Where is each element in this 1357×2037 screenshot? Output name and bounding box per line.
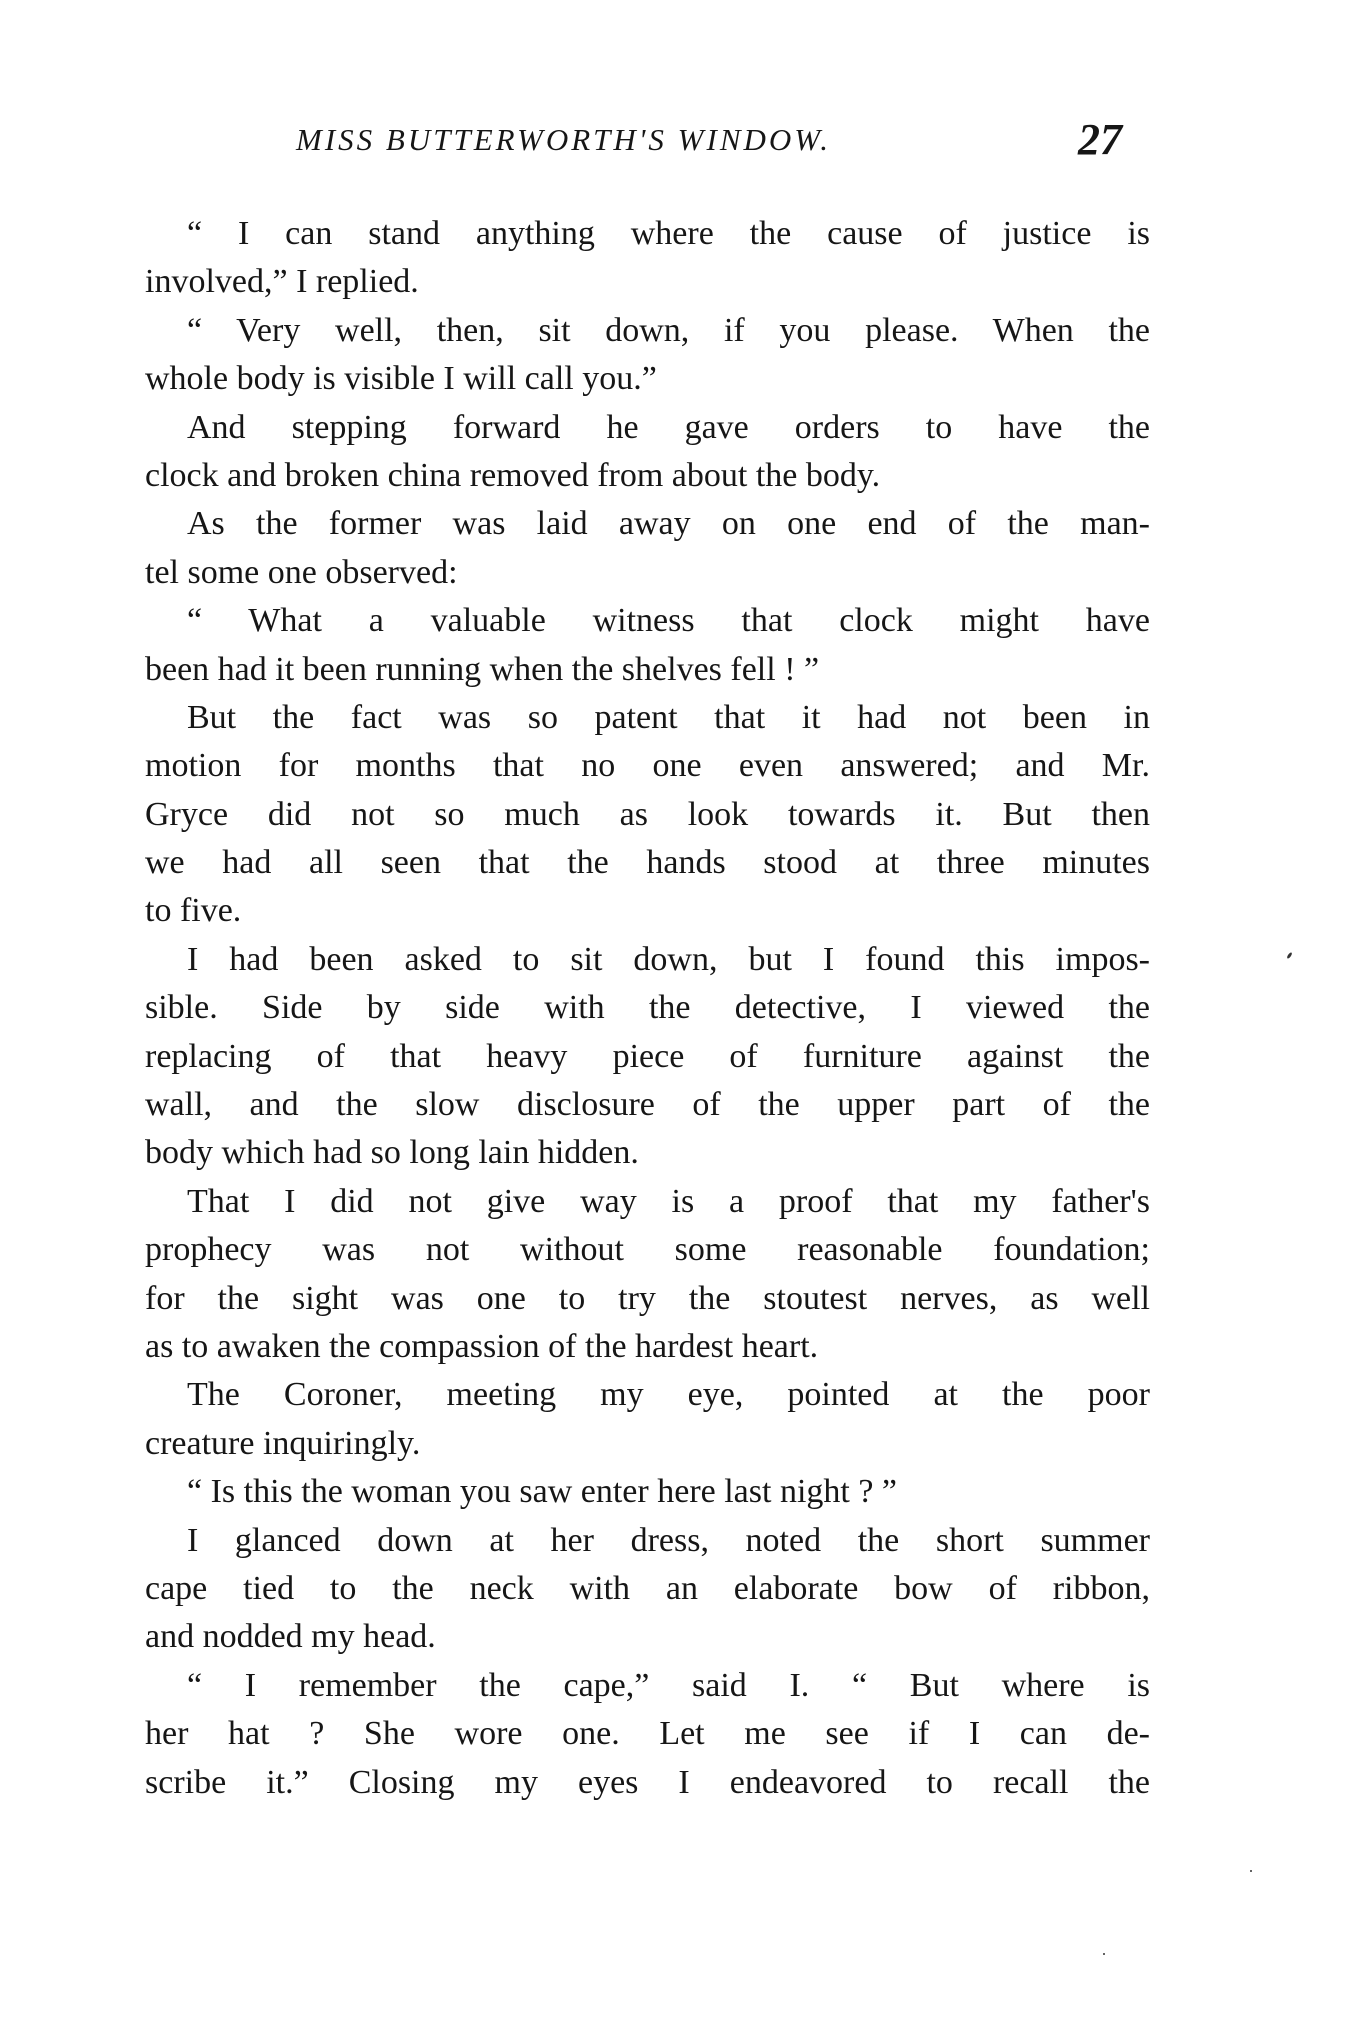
text-line: As the former was laid away on one end of the man- bbox=[187, 505, 1150, 543]
text-line: to five. bbox=[145, 892, 242, 930]
text-line: cape tied to the neck with an elaborate bow of ribbon, bbox=[145, 1569, 1150, 1607]
text-line: I glanced down at her dress, noted the short summer bbox=[187, 1521, 1150, 1559]
text-line: as to awaken the compassion of the hardest heart. bbox=[145, 1327, 819, 1365]
text-line: we had all seen that the hands stood at three minutes bbox=[145, 844, 1150, 882]
text-line: been had it been running when the shelves fell ! ” bbox=[145, 650, 820, 688]
page-number: 27 bbox=[1078, 115, 1122, 164]
scan-speck bbox=[1286, 952, 1292, 959]
text-line: creature inquiringly. bbox=[145, 1424, 421, 1462]
text-line: her hat ? She wore one. Let me see if I can de- bbox=[145, 1715, 1150, 1753]
body-text bbox=[145, 210, 1150, 1807]
text-line: “ Very well, then, sit down, if you please. When the bbox=[187, 311, 1150, 349]
text-line: and nodded my head. bbox=[145, 1618, 436, 1656]
text-line: replacing of that heavy piece of furniture against the bbox=[145, 1037, 1150, 1075]
text-line: body which had so long lain hidden. bbox=[145, 1134, 639, 1172]
text-line: And stepping forward he gave orders to have the bbox=[187, 408, 1150, 446]
page-header bbox=[0, 115, 1357, 172]
text-line: The Coroner, meeting my eye, pointed at the poor bbox=[187, 1376, 1150, 1414]
running-title: MISS BUTTERWORTH'S WINDOW. bbox=[296, 122, 831, 157]
text-line: “ I can stand anything where the cause of justice is bbox=[187, 215, 1150, 252]
text-line: prophecy was not without some reasonable foundation; bbox=[145, 1231, 1150, 1269]
scan-speck bbox=[1103, 1953, 1105, 1955]
text-line: “ I remember the cape,” said I. “ But where is bbox=[187, 1666, 1150, 1704]
text-line: I had been asked to sit down, but I found this impos- bbox=[187, 940, 1150, 978]
text-line: “ What a valuable witness that clock might have bbox=[187, 602, 1150, 640]
text-line: for the sight was one to try the stoutest nerves, as well bbox=[145, 1279, 1150, 1317]
text-line: Gryce did not so much as look towards it. But then bbox=[145, 795, 1150, 833]
text-line: scribe it.” Closing my eyes I endeavored to recall the bbox=[145, 1763, 1150, 1801]
text-line: clock and broken china removed from about the body. bbox=[145, 456, 881, 494]
text-line: sible. Side by side with the detective, I viewed the bbox=[145, 989, 1150, 1027]
text-line: motion for months that no one even answered; and Mr. bbox=[145, 747, 1150, 785]
scan-speck bbox=[1250, 1870, 1252, 1872]
text-line: involved,” I replied. bbox=[145, 263, 419, 301]
text-line: But the fact was so patent that it had not been in bbox=[187, 698, 1150, 736]
text-line: tel some one observed: bbox=[145, 553, 458, 591]
text-line: whole body is visible I will call you.” bbox=[145, 360, 657, 398]
text-line: That I did not give way is a proof that my father's bbox=[187, 1182, 1150, 1220]
text-line: “ Is this the woman you saw enter here last night ? ” bbox=[187, 1473, 898, 1511]
text-line: wall, and the slow disclosure of the upper part of the bbox=[145, 1086, 1150, 1124]
